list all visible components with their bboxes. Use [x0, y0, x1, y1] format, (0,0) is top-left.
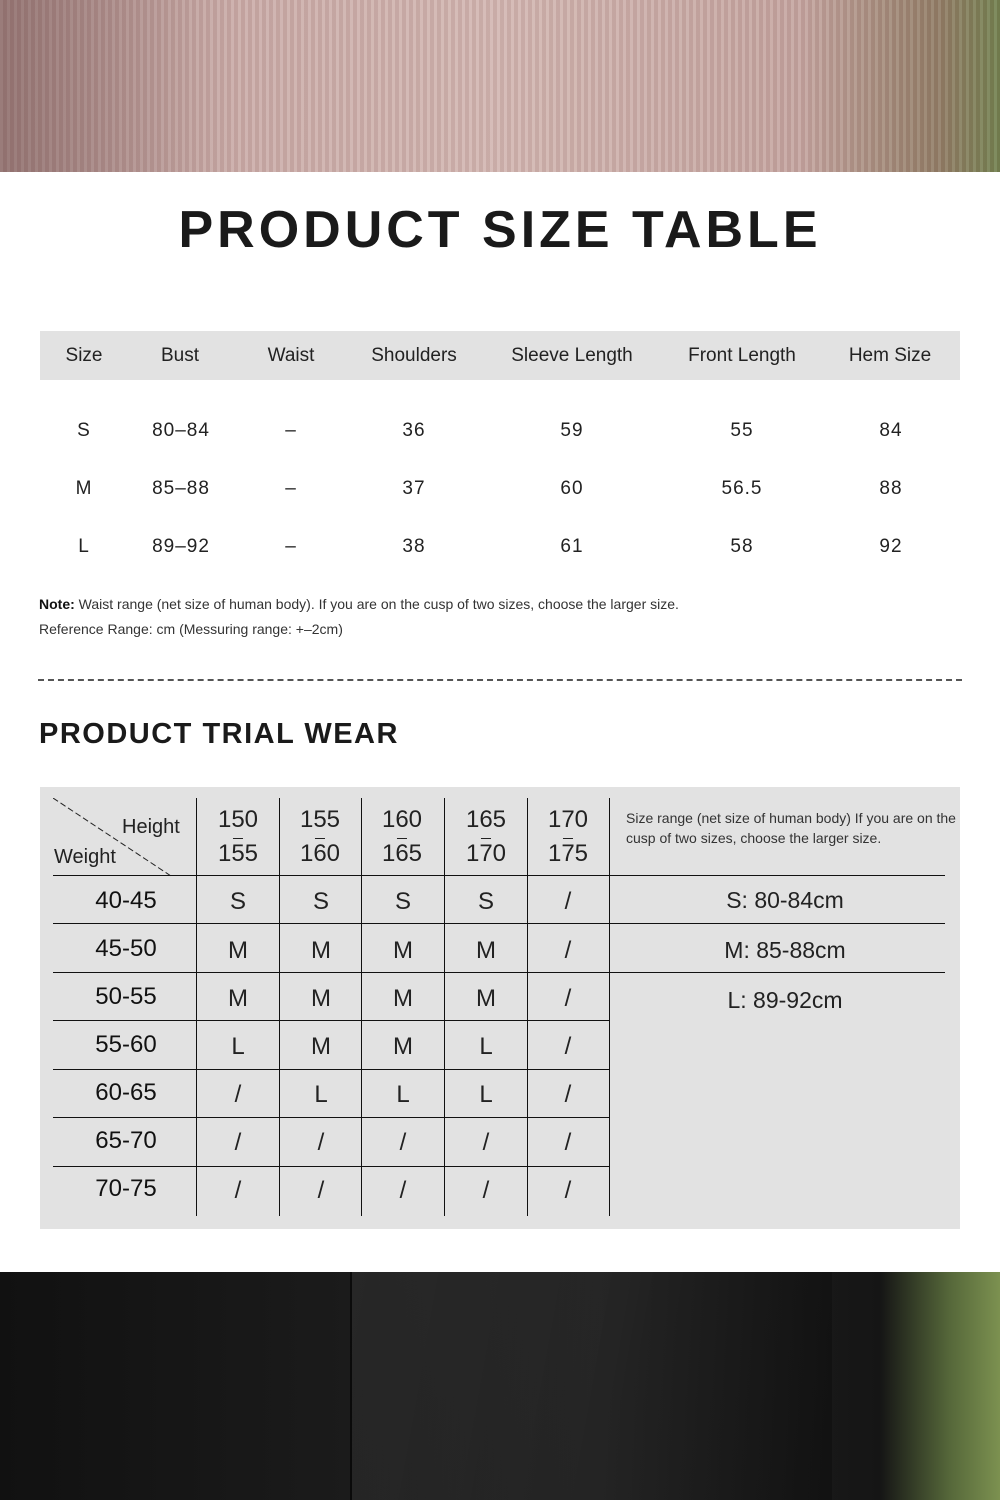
header-size: Size — [65, 345, 103, 366]
header-hem-size: Hem Size — [848, 345, 932, 366]
height-col-170: 170 175 — [547, 806, 589, 867]
cell-waist: – — [285, 420, 297, 441]
top-product-photo — [0, 0, 1000, 172]
header-shoulders: Shoulders — [371, 345, 457, 366]
size-note — [39, 596, 679, 612]
size-row-s — [40, 420, 960, 450]
cell-bust: 85–88 — [152, 478, 210, 499]
note-text: Waist range (net size of human body). If you are on the cusp of two sizes, choose the larger size. — [78, 596, 679, 612]
cell-bust: 89–92 — [152, 536, 210, 557]
corner-weight-label: Weight — [54, 846, 116, 868]
cell-bust: 80–84 — [152, 420, 210, 441]
size-table-header — [40, 331, 960, 380]
trial-note: Size range (net size of human body) If you are on the cusp of two sizes, choose the larger size. — [626, 810, 956, 846]
cell-sleeve-length: 59 — [560, 420, 584, 441]
cell-size: S — [77, 420, 91, 441]
cell-sleeve-length: 61 — [560, 536, 584, 557]
cell-waist: – — [285, 478, 297, 499]
cell-waist: – — [285, 536, 297, 557]
height-col-160: 160 165 — [381, 806, 423, 867]
cell-shoulders: 37 — [402, 478, 426, 499]
trial-wear-table: Height Weight 150 155 155 160 160 165 165 170 170 175 Size range (net size of human body) If you are on the cusp of two sizes, choose the larger size. 40-45 S S S S / 45-50 M M M M / 50-55 M M M M / 55-60 L M M L / 60-65 / L L L / 65-70 / / / / / 70-75 / / / / / S: 80-84cm M: 85-88cm L: 89-92cm — [40, 787, 960, 1229]
note-label: Note: — [39, 596, 75, 612]
range-s: S: 80-84cm — [726, 887, 844, 913]
cell-front-length: 58 — [730, 536, 754, 557]
corner-height-label: Height — [122, 816, 180, 838]
reference-range: Reference Range: cm (Messuring range: +–2cm) — [39, 621, 343, 637]
cell-front-length: 55 — [730, 420, 754, 441]
trial-wear-title: PRODUCT TRIAL WEAR — [39, 718, 399, 750]
range-l: L: 89-92cm — [727, 987, 843, 1013]
height-col-155: 155 160 — [299, 806, 341, 867]
range-m: M: 85-88cm — [724, 937, 846, 963]
cell-front-length: 56.5 — [721, 478, 763, 499]
size-row-l — [40, 536, 960, 566]
cell-hem-size: 88 — [879, 478, 903, 499]
section-divider — [38, 679, 962, 681]
header-bust: Bust — [160, 345, 200, 366]
size-table-title: PRODUCT SIZE TABLE — [178, 201, 822, 259]
cell-shoulders: 36 — [402, 420, 426, 441]
header-front-length: Front Length — [688, 345, 796, 366]
height-col-150: 150 155 — [217, 806, 259, 867]
cell-hem-size: 92 — [879, 536, 903, 557]
cell-size: L — [78, 536, 90, 557]
header-waist: Waist — [267, 345, 315, 366]
cell-sleeve-length: 60 — [560, 478, 584, 499]
header-sleeve-length: Sleeve Length — [511, 345, 633, 366]
cell-hem-size: 84 — [879, 420, 903, 441]
height-col-165: 165 170 — [465, 806, 507, 867]
cell-shoulders: 38 — [402, 536, 426, 557]
bottom-product-photo — [0, 1272, 1000, 1500]
size-row-m — [40, 478, 960, 508]
cell-size: M — [75, 478, 93, 499]
